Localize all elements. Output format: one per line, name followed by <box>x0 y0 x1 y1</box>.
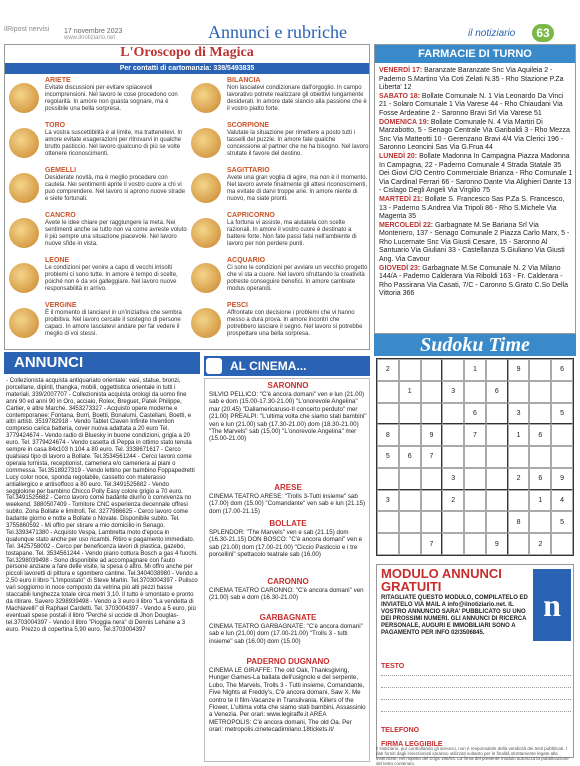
sudoku-cell[interactable] <box>377 511 399 533</box>
sudoku-cell[interactable]: 9 <box>486 533 508 555</box>
sudoku-cell[interactable] <box>399 359 421 381</box>
sudoku-cell[interactable] <box>464 381 486 403</box>
sign-text: Le condizioni per venire a capo di vecchi irrisolti problemi ci sono tutte. In amore è tempo di scelte, poiché non è da voi galleggiare. Nel lavoro nuove responsabilità in arrivo. <box>45 265 178 292</box>
farmacia-day: DOMENICA 19: <box>379 118 431 126</box>
sign-name: GEMELLI <box>45 167 77 174</box>
sudoku-cell[interactable] <box>421 381 443 403</box>
sudoku-cell[interactable] <box>377 381 399 403</box>
sudoku-cell[interactable] <box>442 424 464 446</box>
oroscopo-subtitle: Per contatti di cartomanzia: 338/5493835 <box>5 63 369 74</box>
page-header <box>0 0 580 44</box>
farmacia-text: Bollate Comunale N. 4 Via Martiri Di Marzabotto, 5 - Senago Centrale Via Garibaldi 3 - Rho Mezza Snc Via Matteotti 10 - Gerenzano Bravi 4/4 Via Clerici 196 - Saronno Leoncini Sas Via G.Frua 44 <box>379 118 570 152</box>
sign-text: Non lasciatevi condizionare dall'orgoglio. In campo lavorativo potrete realizzare gli obiettivi lungamente desiderati. In amore date slancio alla passione che è il vostro piatto forte. <box>227 85 367 112</box>
brand-name: il notiziario <box>468 28 516 39</box>
testo-line[interactable] <box>381 675 571 676</box>
issue-date: 17 novembre 2023 <box>64 28 123 35</box>
sign-name: CANCRO <box>45 212 76 219</box>
zodiac-sign <box>9 77 189 121</box>
sign-text: Evitate discussioni per evitare spiacevoli incomprensioni. Nel lavoro le cose procedono con regolarità. In amore non guasta sognare, ma è possibile una bella sorpresa. <box>45 85 178 112</box>
cinema-listing: SILVIO PELLICO: "C'è ancora domani" ven e lun (21.00) sab e dom (15.00-17.30-21.00) "L'onorevole Angelina" mar (20.45) "Dallamericaruso-Il concerto perduto" mer (21.00) PREALPI: "L'ultima volta che siamo stati bambini" ven e lun (21.00) sab (17.30-21.00) dom (18.30-21.00) "The Marvels" sab (15.00) "L'onorevole Angelina" mer (15.00-21.00) <box>209 391 367 443</box>
sudoku-cell[interactable] <box>486 468 508 490</box>
sudoku-cell[interactable] <box>529 359 551 381</box>
sign-name: CAPRICORNO <box>227 212 275 219</box>
sudoku-cell[interactable]: 1 <box>529 490 551 512</box>
farmacia-text: Bollate Comunale N. 1 Via Leonardo Da Vinci 21 - Solaro Comunale 1 Via Varese 44 - Rho Chiaudani Via Fosse Ardeatine 2 - Saronno Bravi Srl Via Varese 51 <box>379 92 564 117</box>
sign-text: Ci sono le condizioni per avviare un vecchio progetto che vi sta a cuore. Nel lavoro sfruttando la creatività potreste conseguire benefici. In amore cambiate modus operandi. <box>227 265 368 292</box>
cinema-section <box>209 519 367 559</box>
zodiac-sign <box>9 212 189 256</box>
sudoku-cell[interactable] <box>377 468 399 490</box>
sudoku-cell[interactable]: 7 <box>464 424 486 446</box>
notiziario-logo: n <box>533 569 571 641</box>
farmacia-text: Baranzate Baranzate Snc Via Aquileia 2 - Paderno S.Martino Via Coti Zelati N.35 - Rho Stazione P.Za Liberta' 12 <box>379 67 564 92</box>
modulo-title: MODULO ANNUNCI GRATUITI <box>381 566 502 594</box>
sudoku-cell[interactable] <box>486 490 508 512</box>
zodiac-sign <box>191 167 371 211</box>
zodiac-icon <box>9 308 39 338</box>
sudoku-cell[interactable] <box>486 424 508 446</box>
farmacia-text: Bollate S. Francesco Sas P.Za S. Francesco, 13 - Paderno S.Andrea Via Tripoli 86 - Rho S.Michele Via Magenta 35 <box>379 195 565 221</box>
sudoku-cell[interactable]: 8 <box>377 424 399 446</box>
firma-label: FIRMA LEGGIBILE <box>381 741 443 748</box>
sudoku-cell[interactable]: 1 <box>464 359 486 381</box>
zodiac-icon <box>191 173 221 203</box>
sudoku-cell[interactable] <box>421 468 443 490</box>
sudoku-cell[interactable] <box>399 533 421 555</box>
sudoku-cell[interactable]: 6 <box>486 381 508 403</box>
sudoku-cell[interactable]: 2 <box>529 533 551 555</box>
sign-name: SCORPIONE <box>227 122 270 129</box>
sudoku-cell[interactable] <box>486 511 508 533</box>
cinema-listing: SPLENDOR: "The Marvels" ven e sab (21.15) dom (16.30-21.15) DON BOSCO: "C'è ancora domani" ven e sab (21.00) dom (17.00-21.00) "Ciccio Pasticcio e i tre porcellini" spettacolo teatrale sab (16.00) <box>209 529 363 559</box>
zodiac-icon <box>9 263 39 293</box>
sign-name: VERGINE <box>45 302 77 309</box>
testo-line[interactable] <box>381 699 571 700</box>
sudoku-cell[interactable]: 9 <box>421 424 443 446</box>
sudoku-cell[interactable]: 1 <box>399 381 421 403</box>
sign-name: ACQUARIO <box>227 257 266 264</box>
modulo-instructions: RITAGLIATE QUESTO MODULO, COMPILATELO ED INVIATELO VIA MAIL A info@ilnotiziario.net. IL VOSTRO ANNUNCIO SARA' PUBBLICATO SU UNO DEI PROSSIMI NUMERI. GLI ANNUNCI DI RICERCA PERSONALE, AUGURI E IMMOBILIARI SONO A PAGAMENTO PER INFO 02/3506845. <box>381 595 528 636</box>
zodiac-sign <box>9 122 189 166</box>
modulo-disclaimer: Il Notiziario, pur controllando gli annunci, non è responsabile della veridicità dei testi pubblicati. I dati forniti dagli inserzionisti saranno utilizzati soltanto per le finalità strettamente legate alla inserzione, nel rispetto del D.lgs 196/03. La firma del presente modulo autorizza la pubblicazione del testo contenuto. <box>376 746 569 766</box>
cinema-listing: CINEMA TEATRO GARBAGNATE: "C'è ancora domani" sab e lun (21.00) dom (17.00-21.00) "Trolls 3 - tutti insieme" sab (16.00) dom (15.00) <box>209 623 363 645</box>
sudoku-cell[interactable] <box>529 403 551 425</box>
cinema-section <box>209 577 367 602</box>
farmacia-entry <box>379 265 573 299</box>
annunci-text: - Collezionista acquista antiquariato orientale: vasi, statue, bronzi, porcellane, dipinti, thangka, mobili, oggettistica orientale in tutti i materiali. 339/2007707 - Collezionista acquista orologi da uomo fine anni 90 ed anni 90 in Oro, acciaio, Rolex, Breguet, Patek Philippe, Cartier, e altre Marche. 3453273327 - Acquisto opere moderne e contemporanee: Fontana, Burri, Boetti, Bonalumi, Castellani, Boetti, e altri artisti. 3519782918 - Vendo Tablet Claven Infinite Invention compreso carica batteria, cover nuova adattata a 20 euro Tel. 3779424674 - Vendo radio di Bluesky in buone condizioni, grigia a 20 euro. Tel. 3779424674 - Vendo casetta di Peppa in ottimo stato tenuta sempre in casa 84x103 h 104 a 80 euro. Tel. 3338671617 - Cerco qualsiasi tipo di lavoro a Bollate. Tel.3534561244 - Cerco lavoro come operaia turnista, receptionist, cameriera e/o cameriera ai piani o commessa. Tel.3518927319 - Vendo lettino per bambino Foppapedretti Lucy color noce, sponda regolabile, cassetto con materasso antiallergico e antisoffoco a 80 euro. Tel.3491525682 - Vendo seggiolone per bambino Chicco Polly Easy colore grigio a 70 euro. Tel.3491525682 - Cerco lavoro come badante diurno o convivenza no weekend. 3880507409 - Tomitore CNC esperienza decennale offresi subito. Zona Bollate e limitrofi. Tel. 3277986625 - Cerco lavoro come badante giorno e notte a Bollate o Novate. Disponibile subito. Tel. 3755860592 - Mi offro per stirare a mio domicilio in Senago. Tel.3393471380 - Acquisto Vespa, Lambretta moto d'epoca in qualunque stato anche per uso ricambi. Ritiro e pagamento immediato. Tel. 3425758002 - Cerco per beneficenza lavori di plastica, gazebo, tostapane. Tel. 3534561244 - Vendo piano cottura Bosch a gas 4 fuochi. Tel.3298039498 - Sono disponibile ad accompagnare con l'auto persone anziane a fare delle visite, la spesa o altro. Mi offro anche per piccoli lavoretti di pittura e sgombero cantine. Tel.3404038980 - Vendo a 2,50 euro il libro "L'Impostato" di Steve Martin. Tel.3703004397 - Pulisco vari soggiorno in noce composto da vetrina più alti pezzi basse staccabili lunghezza totale circa metri 3,10. Il tutto è smontato e pronto da ritirare. Savero 3298939498 - Vendo a 3 euro il libro "La vendetta di Machiavelli" di Raphael Cardetti. Tel. 3703004397 - Vendo a 5 euro, più eventuali spese postali il libro "Perché si uccide di Jhon Douglas- tel.3703004397 - Vendo il libro "Pioggia nera" di Dennis Lehane a 3 euro. Prezzo di copertina 5,90 euro. Tel.3703004397 <box>6 378 198 633</box>
sign-text: Desiderate novità, ma è meglio procedere con cautela. Nei sentimenti aprite il vostro cuore a chi vi può comprendere. Nel lavoro si aprono nuove strade e siete fortunati. <box>45 175 186 202</box>
sudoku-cell[interactable] <box>464 490 486 512</box>
oroscopo-box <box>4 44 370 350</box>
sudoku-cell[interactable]: 2 <box>442 490 464 512</box>
sudoku-cell[interactable] <box>486 446 508 468</box>
sudoku-cell[interactable]: 6 <box>551 359 573 381</box>
cinema-title: AL CINEMA... <box>204 356 370 376</box>
sudoku-cell[interactable] <box>508 446 530 468</box>
sudoku-cell[interactable] <box>551 446 573 468</box>
sudoku-cell[interactable]: 1 <box>508 424 530 446</box>
zodiac-sign <box>191 257 371 301</box>
cinema-listing: CINEMA TEATRO CARONNO: "C'è ancora domani" ven (21.00) sab e dom (16.30-21.00) <box>209 587 364 602</box>
zodiac-icon <box>9 83 39 113</box>
cinema-box <box>204 378 370 762</box>
zodiac-icon <box>9 218 39 248</box>
sudoku-cell[interactable] <box>508 381 530 403</box>
sign-text: È il momento di lanciarvi in un'iniziativa che sembra proibitiva. Nel lavoro cercate il sostegno di persone capaci. In amore lasciatevi andare per far vedere il meglio di voi stessi. <box>45 310 182 337</box>
farmacie-list <box>379 67 573 299</box>
farmacia-entry <box>379 93 573 119</box>
farmacia-entry <box>379 222 573 265</box>
sudoku-cell[interactable] <box>421 359 443 381</box>
sudoku-cell[interactable] <box>377 533 399 555</box>
farmacie-title: FARMACIE DI TURNO <box>375 45 575 63</box>
publisher-logo: ilRipost nervisi <box>4 26 50 33</box>
sign-name: LEONE <box>45 257 70 264</box>
farmacia-text: Bollate Madonna In Campagna Piazza Madonna In Campagna, 22 - Paderno Comunale 4 Strada Statale 35 Dei Giovi C/O Centro Commerciale Brianza - Rho Comunale 1 Via Cardinal Ferrari 66 - Saronno Dante Via Alighieri Dante 13 - Cislago Degli Angeli Via Virgilio 75 <box>379 152 573 195</box>
cinema-city: BOLLATE <box>269 519 307 528</box>
film-icon <box>206 358 222 374</box>
sudoku-cell[interactable]: 3 <box>442 381 464 403</box>
sudoku-cell[interactable]: 5 <box>551 403 573 425</box>
testo-label: TESTO <box>381 663 405 670</box>
sign-text: Avete le idee chiare per raggiungere la meta. Nei sentimenti anche se tutto non va come avreste voluto il più sempre una situazione piacevole. Nel lavoro nuove sfide in vista. <box>45 220 187 247</box>
sudoku-cell[interactable]: 6 <box>529 468 551 490</box>
zodiac-icon <box>191 218 221 248</box>
zodiac-sign <box>191 77 371 121</box>
farmacia-day: LUNEDÌ 20: <box>379 152 420 160</box>
testo-line[interactable] <box>381 687 571 688</box>
sudoku-cell[interactable]: 5 <box>377 446 399 468</box>
cinema-city: CARONNO <box>267 577 309 586</box>
page-number: 63 <box>532 24 554 42</box>
farmacia-day: GIOVEDÌ 23: <box>379 264 423 272</box>
cinema-city: ARESE <box>274 483 302 492</box>
sudoku-cell[interactable] <box>464 533 486 555</box>
sign-name: SAGITTARIO <box>227 167 270 174</box>
sudoku-cell[interactable]: 8 <box>508 511 530 533</box>
zodiac-icon <box>9 173 39 203</box>
sudoku-cell[interactable] <box>464 511 486 533</box>
farmacia-entry <box>379 196 573 222</box>
zodiac-icon <box>191 83 221 113</box>
farmacia-day: MERCOLEDÌ 22: <box>379 221 436 229</box>
sudoku-cell[interactable] <box>399 468 421 490</box>
sudoku-title: Sudoku Time <box>374 334 576 356</box>
sudoku-cell[interactable]: 6 <box>529 424 551 446</box>
zodiac-icon <box>191 263 221 293</box>
sudoku-cell[interactable]: 6 <box>464 403 486 425</box>
sudoku-cell[interactable] <box>464 468 486 490</box>
sign-name: ARIETE <box>45 77 71 84</box>
sudoku-cell[interactable] <box>399 403 421 425</box>
zodiac-sign <box>191 212 371 256</box>
sudoku-cell[interactable] <box>421 403 443 425</box>
farmacia-text: Garbagnate M.Se Comunale N. 2 Via Milano 144/A - Paderno Calderara Via Riboldi 163 - Fr. Calderara - Rho Passirana Via Casati, 7/C - Caronno S.Grato C.So Della Vittoria 366 <box>379 264 568 298</box>
sudoku-cell[interactable] <box>377 403 399 425</box>
sudoku-cell[interactable] <box>399 511 421 533</box>
sudoku-cell[interactable] <box>442 533 464 555</box>
sudoku-cell[interactable]: 3 <box>508 403 530 425</box>
sudoku-cell[interactable]: 2 <box>377 359 399 381</box>
farmacia-entry <box>379 153 573 196</box>
sudoku-cell[interactable] <box>399 424 421 446</box>
cinema-section <box>209 613 367 645</box>
farmacia-day: MARTEDÌ 21: <box>379 195 425 203</box>
telefono-label: TELEFONO <box>381 727 420 734</box>
zodiac-sign <box>9 302 189 346</box>
sudoku-cell[interactable]: 9 <box>508 359 530 381</box>
sudoku-cell[interactable] <box>486 359 508 381</box>
sudoku-cell[interactable] <box>551 533 573 555</box>
modulo-annunci <box>376 564 574 758</box>
sudoku-cell[interactable]: 7 <box>421 533 443 555</box>
sudoku-cell[interactable]: 7 <box>421 446 443 468</box>
sudoku-cell[interactable]: 6 <box>399 446 421 468</box>
farmacia-day: SABATO 18: <box>379 92 422 100</box>
site-url[interactable]: www.ilnotiziario.net <box>64 35 116 41</box>
sudoku-cell[interactable] <box>508 490 530 512</box>
farmacia-entry <box>379 119 573 153</box>
sudoku-cell[interactable] <box>464 446 486 468</box>
sudoku-cell[interactable]: 4 <box>551 490 573 512</box>
oroscopo-title: L'Oroscopo di Magica <box>5 45 369 63</box>
sign-text: Affrontate con decisione i problemi che vi hanno messo a dura prova. In amore incontri che potrebbero lasciare il segno. Nel lavoro si potrebbe prospettare una bella sorpresa. <box>227 310 363 337</box>
sudoku-cell[interactable] <box>442 446 464 468</box>
zodiac-icon <box>191 128 221 158</box>
sign-name: PESCI <box>227 302 249 309</box>
sign-text: Valutate la situazione per rimettere a posto tutti i tasselli del puzzle. In amore fate qualche concessione al partner che ne ha bisogno. Nel lavoro strutate il favore del destino. <box>227 130 369 157</box>
annunci-title: ANNUNCI <box>4 352 200 374</box>
cinema-section <box>209 381 367 443</box>
sudoku-cell[interactable]: 2 <box>508 468 530 490</box>
sign-text: La fortuna vi assiste, ma aiutatela con scelte razionali. In amore il vostro cuore è destinato a battere forte. Non fate passi falsi nell'ambiente di lavoro per non perdere punti. <box>227 220 357 247</box>
cinema-city: SARONNO <box>267 381 309 390</box>
section-title: Annunci e rubriche <box>208 22 347 42</box>
sudoku-cell[interactable] <box>421 511 443 533</box>
sudoku-cell[interactable]: 3 <box>377 490 399 512</box>
cinema-listing: CINEMA TEATRO ARESE: "Trolls 3-Tutti insieme" sab (17.00) dom (15.00) "Comandante" ven sab e lun (21.15) dom (17.00-21.15) <box>209 493 366 515</box>
sudoku-cell[interactable] <box>529 446 551 468</box>
sign-name: BILANCIA <box>227 77 261 84</box>
cinema-city: GARBAGNATE <box>259 613 317 622</box>
sudoku-cell[interactable] <box>529 381 551 403</box>
sudoku-cell[interactable] <box>399 490 421 512</box>
sudoku-cell[interactable] <box>529 511 551 533</box>
sign-text: La vostra suscettibilità è al limite, ma trattenetevi. In amore evitate esagerazioni per ritrovarvi in qualche brutto pasticcio. Nel lavoro qualcuno di più se volte ottenere riconoscimenti. <box>45 130 183 157</box>
cinema-listing: CINEMA LE GIRAFFE: The old Oak, Thanksgiving, Hunger Games-La ballata dell'usignolo e del serpente, Lubo, The Marvels, Trolls 3 - Tutti insieme, Comandante, Five Nights at Freddy's, C'è ancora domani, Saw X. Me contro te Il film-Vacanze in Transilvania, Killers of the Flower, L'ultima volta che siamo stati bambini, Assassinio a Venezia. Per orari: www.legiraffe.it AREA METROPOLIS: C'è ancora domani, The old Oa. Per orari: metropolis.cinetecadimilano.18tickets.it/ <box>209 667 366 734</box>
sudoku-cell[interactable]: 9 <box>551 468 573 490</box>
sudoku-cell[interactable] <box>442 511 464 533</box>
sudoku-cell[interactable] <box>442 403 464 425</box>
cinema-city: PADERNO DUGNANO <box>246 657 330 666</box>
farmacia-text: Garbagnate M.Se Bariana Srl Via Montenero, 137 - Senago Comunale 2 Piazza Carlo Marx, 5 - Rho Lucernate Snc Via Giusti Cesare, 15 - Saronno Al Santuario Via Giuliani 33 - Castellanza S.Giuliano Via Giusti Ang. Via Cavour <box>379 221 570 264</box>
zodiac-sign <box>9 257 189 301</box>
sudoku-cell[interactable] <box>551 381 573 403</box>
sudoku-cell[interactable] <box>508 533 530 555</box>
cinema-section <box>209 483 367 515</box>
farmacia-day: VENERDÌ 17: <box>379 67 425 74</box>
zodiac-sign <box>191 302 371 346</box>
farmacia-entry <box>379 67 573 93</box>
sudoku-grid <box>376 358 574 556</box>
zodiac-icon <box>191 308 221 338</box>
sudoku-cell[interactable]: 3 <box>442 468 464 490</box>
sudoku-cell[interactable] <box>421 490 443 512</box>
zodiac-sign <box>9 167 189 211</box>
sign-text: Avete una gran voglia di agire, ma non è il momento. Nel lavoro avrete finalmente gli attesi riconoscimenti, ma evitate di darvi troppe arie. In amore niente di nuovo, ma siate pronti. <box>227 175 368 202</box>
sudoku-cell[interactable] <box>486 403 508 425</box>
testo-line[interactable] <box>381 711 571 712</box>
sudoku-cell[interactable] <box>442 359 464 381</box>
cinema-section <box>209 657 367 734</box>
sign-name: TORO <box>45 122 66 129</box>
farmacie-box <box>374 44 576 334</box>
zodiac-sign <box>191 122 371 166</box>
sudoku-cell[interactable] <box>551 424 573 446</box>
zodiac-icon <box>9 128 39 158</box>
sudoku-cell[interactable]: 5 <box>551 511 573 533</box>
